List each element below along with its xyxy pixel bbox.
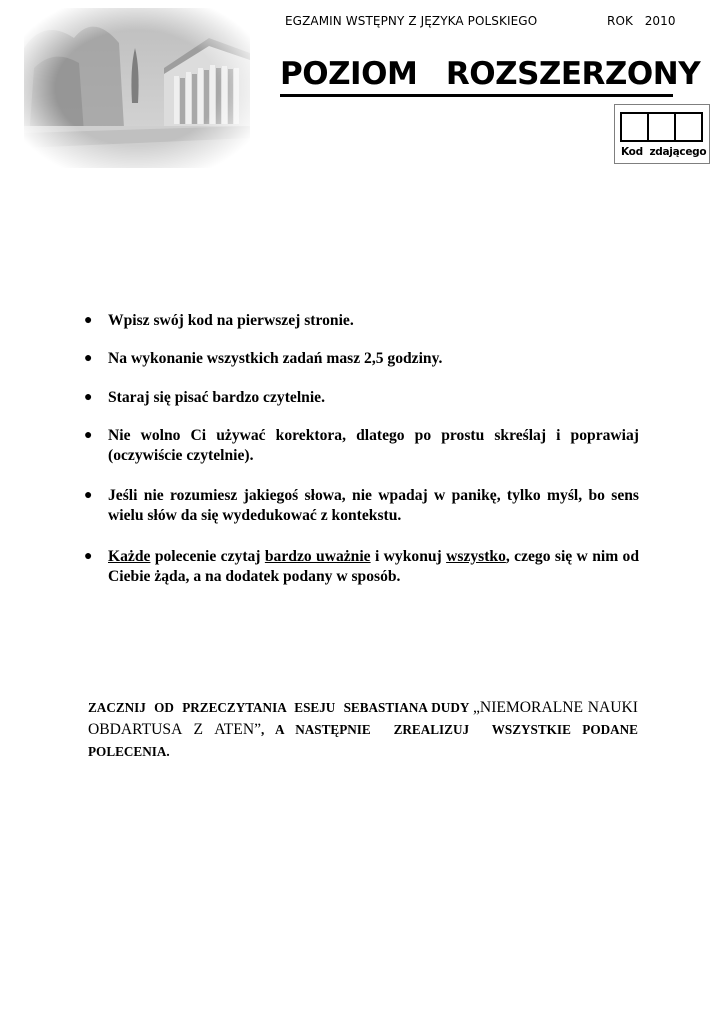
bullet-icon: ● xyxy=(84,488,93,503)
instruction-item xyxy=(84,388,639,408)
instruction-text: Nie wolno Ci używać korektora, dlatego po prostu skreślaj i poprawiaj (oczywiście czytelnie). xyxy=(108,427,639,464)
instruction-text xyxy=(108,548,639,585)
bullet-icon: ● xyxy=(84,351,93,366)
bullet-icon: ● xyxy=(84,428,93,443)
instruction-item xyxy=(84,547,639,587)
instruction-fragment: i wykonuj xyxy=(370,548,447,565)
code-cell[interactable] xyxy=(647,112,676,142)
exam-title: EGZAMIN WSTĘPNY Z JĘZYKA POLSKIEGO xyxy=(285,14,538,28)
level-title: POZIOM ROZSZERZONY xyxy=(280,54,673,97)
essay-title: „NIEMORALNE NAUKI OBDARTUSA Z ATEN” xyxy=(88,699,638,738)
instruction-fragment: polecenie czytaj xyxy=(150,548,265,565)
instruction-text: Na wykonanie wszystkich zadań masz 2,5 godziny. xyxy=(108,350,443,367)
header-photo xyxy=(24,8,250,168)
final-note-part3: , A NASTĘPNIE ZREALIZUJ WSZYSTKIE PODANE POLECENIA. xyxy=(88,722,645,759)
bullet-icon: ● xyxy=(84,313,93,328)
bullet-icon: ● xyxy=(84,390,93,405)
instruction-item xyxy=(84,311,639,331)
code-cell[interactable] xyxy=(674,112,703,142)
instruction-item xyxy=(84,486,639,526)
candidate-code-box xyxy=(614,104,710,164)
emphasis-carefully: bardzo uważnie xyxy=(264,548,371,565)
instruction-text: Jeśli nie rozumiesz jakiegoś słowa, nie wpadaj w panikę, tylko myśl, bo sens wielu słów da się wydedukować z kontekstu. xyxy=(108,487,639,524)
exam-year: ROK 2010 xyxy=(607,14,676,28)
instruction-text: Wpisz swój kod na pierwszej stronie. xyxy=(108,312,354,329)
code-cell[interactable] xyxy=(620,112,649,142)
emphasis-every: Każde xyxy=(108,548,151,565)
instructions-list xyxy=(84,311,639,587)
instruction-text: Staraj się pisać bardzo czytelnie. xyxy=(108,389,325,406)
instruction-item xyxy=(84,426,639,466)
candidate-code-cells xyxy=(620,112,701,142)
emphasis-everything: wszystko xyxy=(446,548,506,565)
final-note xyxy=(88,697,645,763)
instruction-item xyxy=(84,349,639,369)
bullet-icon: ● xyxy=(84,549,93,564)
candidate-code-label: Kod zdającego xyxy=(621,146,707,158)
final-note-part1: ZACZNIJ OD PRZECZYTANIA ESEJU SEBASTIANA DUDY xyxy=(88,700,474,715)
instruction-fragment: , czego się w nim od Ciebie żąda, a na dodatek podany w sposób. xyxy=(108,548,640,585)
